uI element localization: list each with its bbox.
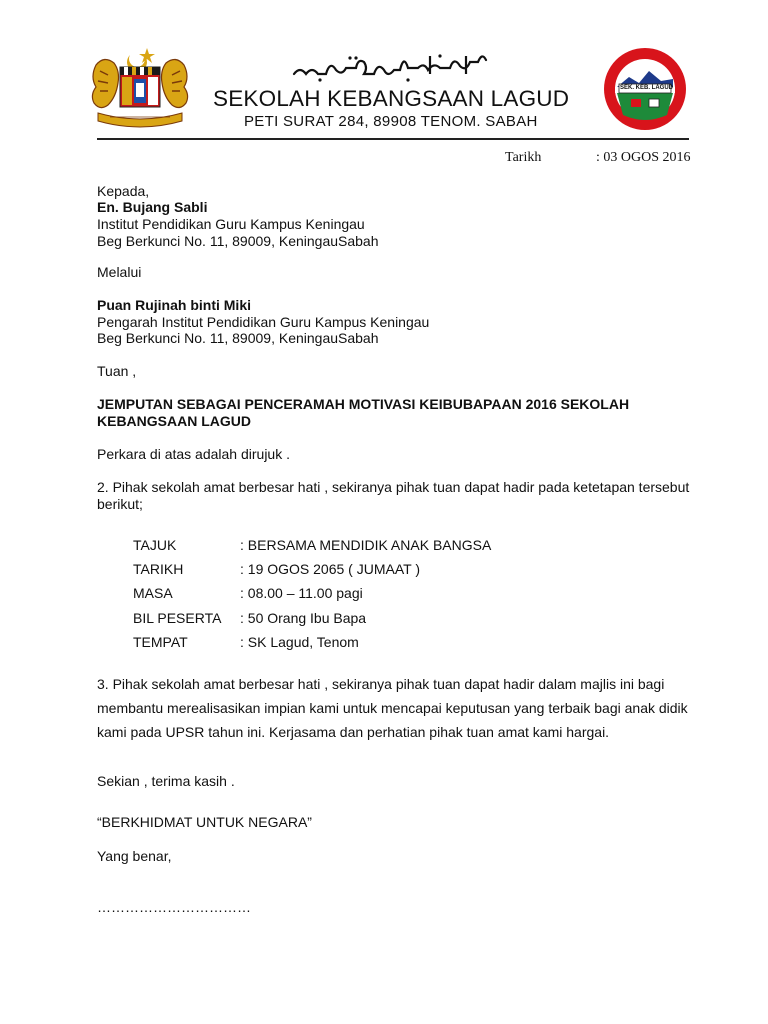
- via-label: Melalui: [97, 264, 142, 280]
- detail-value-bil-peserta: : 50 Orang Ibu Bapa: [240, 610, 367, 626]
- date-value: : 03 OGOS 2016: [596, 150, 691, 165]
- date-label: Tarikh: [505, 150, 542, 165]
- recipient-address: Beg Berkunci No. 11, 89009, KeningauSabah: [97, 233, 379, 249]
- via-title: Pengarah Institut Pendidikan Guru Kampus Keningau: [97, 314, 430, 330]
- subject-line-1: JEMPUTAN SEBAGAI PENCERAMAH MOTIVASI KEIBUBAPAAN 2016 SEKOLAH: [97, 396, 630, 412]
- paragraph-1: Perkara di atas adalah dirujuk .: [97, 446, 290, 462]
- signature-line: ……………………………: [97, 899, 251, 915]
- detail-key-tajuk: TAJUK: [133, 537, 177, 553]
- paragraph-3-line-3: kami pada UPSR tahun ini. Kerjasama dan perhatian pihak tuan amat kami hargai.: [97, 724, 610, 740]
- closing-thanks: Sekian , terima kasih .: [97, 773, 235, 789]
- logo-text: SEK. KEB. LAGUD: [620, 85, 674, 91]
- closing-signoff: Yang benar,: [97, 848, 172, 864]
- detail-value-tajuk: : BERSAMA MENDIDIK ANAK BANGSA: [240, 537, 492, 553]
- paragraph-2-line-2: berikut;: [97, 496, 143, 512]
- via-name: Puan Rujinah binti Miki: [97, 297, 251, 313]
- detail-key-tempat: TEMPAT: [133, 634, 188, 650]
- recipient-institution: Institut Pendidikan Guru Kampus Keningau: [97, 216, 365, 232]
- detail-key-tarikh: TARIKH: [133, 561, 184, 577]
- paragraph-3-line-2: membantu merealisasikan impian kami untuk mencapai keputusan yang terbaik bagi anak didik: [97, 700, 688, 716]
- school-name: SEKOLAH KEBANGSAAN LAGUD: [213, 86, 570, 111]
- recipient-greeting: Kepada,: [97, 183, 150, 199]
- salutation: Tuan ,: [97, 363, 137, 379]
- jawi-school-name: [290, 52, 490, 84]
- closing-motto: “BERKHIDMAT UNTUK NEGARA”: [97, 814, 312, 830]
- detail-key-masa: MASA: [133, 585, 173, 601]
- detail-value-tempat: : SK Lagud, Tenom: [240, 634, 359, 650]
- detail-value-tarikh: : 19 OGOS 2065 ( JUMAAT ): [240, 561, 420, 577]
- recipient-name: En. Bujang Sabli: [97, 199, 208, 215]
- paragraph-2-line-1: 2. Pihak sekolah amat berbesar hati , sekiranya pihak tuan dapat hadir pada ketetapan tersebut: [97, 479, 690, 495]
- school-logo-emblem: [603, 47, 687, 131]
- coat-of-arms-emblem: [86, 45, 194, 129]
- detail-value-masa: : 08.00 – 11.00 pagi: [240, 585, 363, 601]
- school-address: PETI SURAT 284, 89908 TENOM. SABAH: [244, 113, 538, 130]
- detail-key-bil-peserta: BIL PESERTA: [133, 610, 222, 626]
- header-divider: [97, 138, 689, 140]
- subject-line-2: KEBANGSAAN LAGUD: [97, 413, 251, 429]
- via-address: Beg Berkunci No. 11, 89009, KeningauSabah: [97, 330, 379, 346]
- paragraph-3-line-1: 3. Pihak sekolah amat berbesar hati , sekiranya pihak tuan dapat hadir dalam majlis ini bagi: [97, 676, 665, 692]
